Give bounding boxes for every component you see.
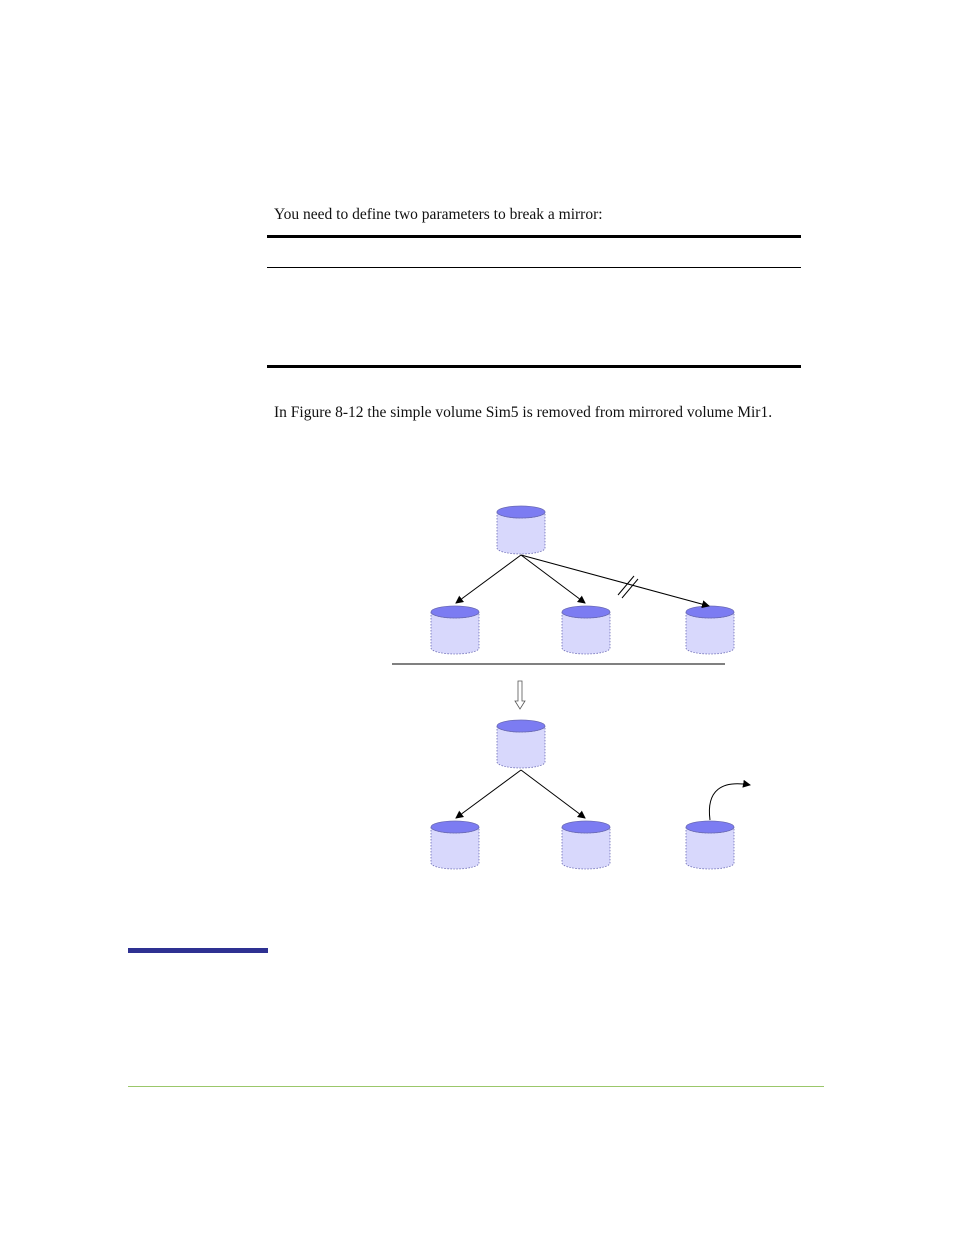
disk-icon xyxy=(497,720,545,768)
mirror-link-middle xyxy=(521,555,585,603)
disk-icon xyxy=(686,606,734,654)
mirror-link-left xyxy=(456,555,521,603)
mirror-link-left xyxy=(456,770,521,818)
break-mark xyxy=(622,579,638,598)
disk-icon xyxy=(686,821,734,869)
disk-icon xyxy=(562,821,610,869)
removed-volume-arrow xyxy=(709,784,750,820)
disk-icon xyxy=(562,606,610,654)
section-accent-bar xyxy=(128,948,268,953)
figure-reference-paragraph: In Figure 8-12 the simple volume Sim5 is removed from mirrored volume Mir1. xyxy=(274,404,773,421)
intro-text: You need to define two parameters to break a mirror: xyxy=(274,206,603,223)
footer-rule xyxy=(128,1086,824,1087)
mirror-link-right xyxy=(521,555,709,606)
disk-icon xyxy=(431,821,479,869)
transition-arrow-icon xyxy=(515,681,525,709)
disk-icon xyxy=(497,506,545,554)
disk-icon xyxy=(431,606,479,654)
mirror-link-right xyxy=(521,770,585,818)
